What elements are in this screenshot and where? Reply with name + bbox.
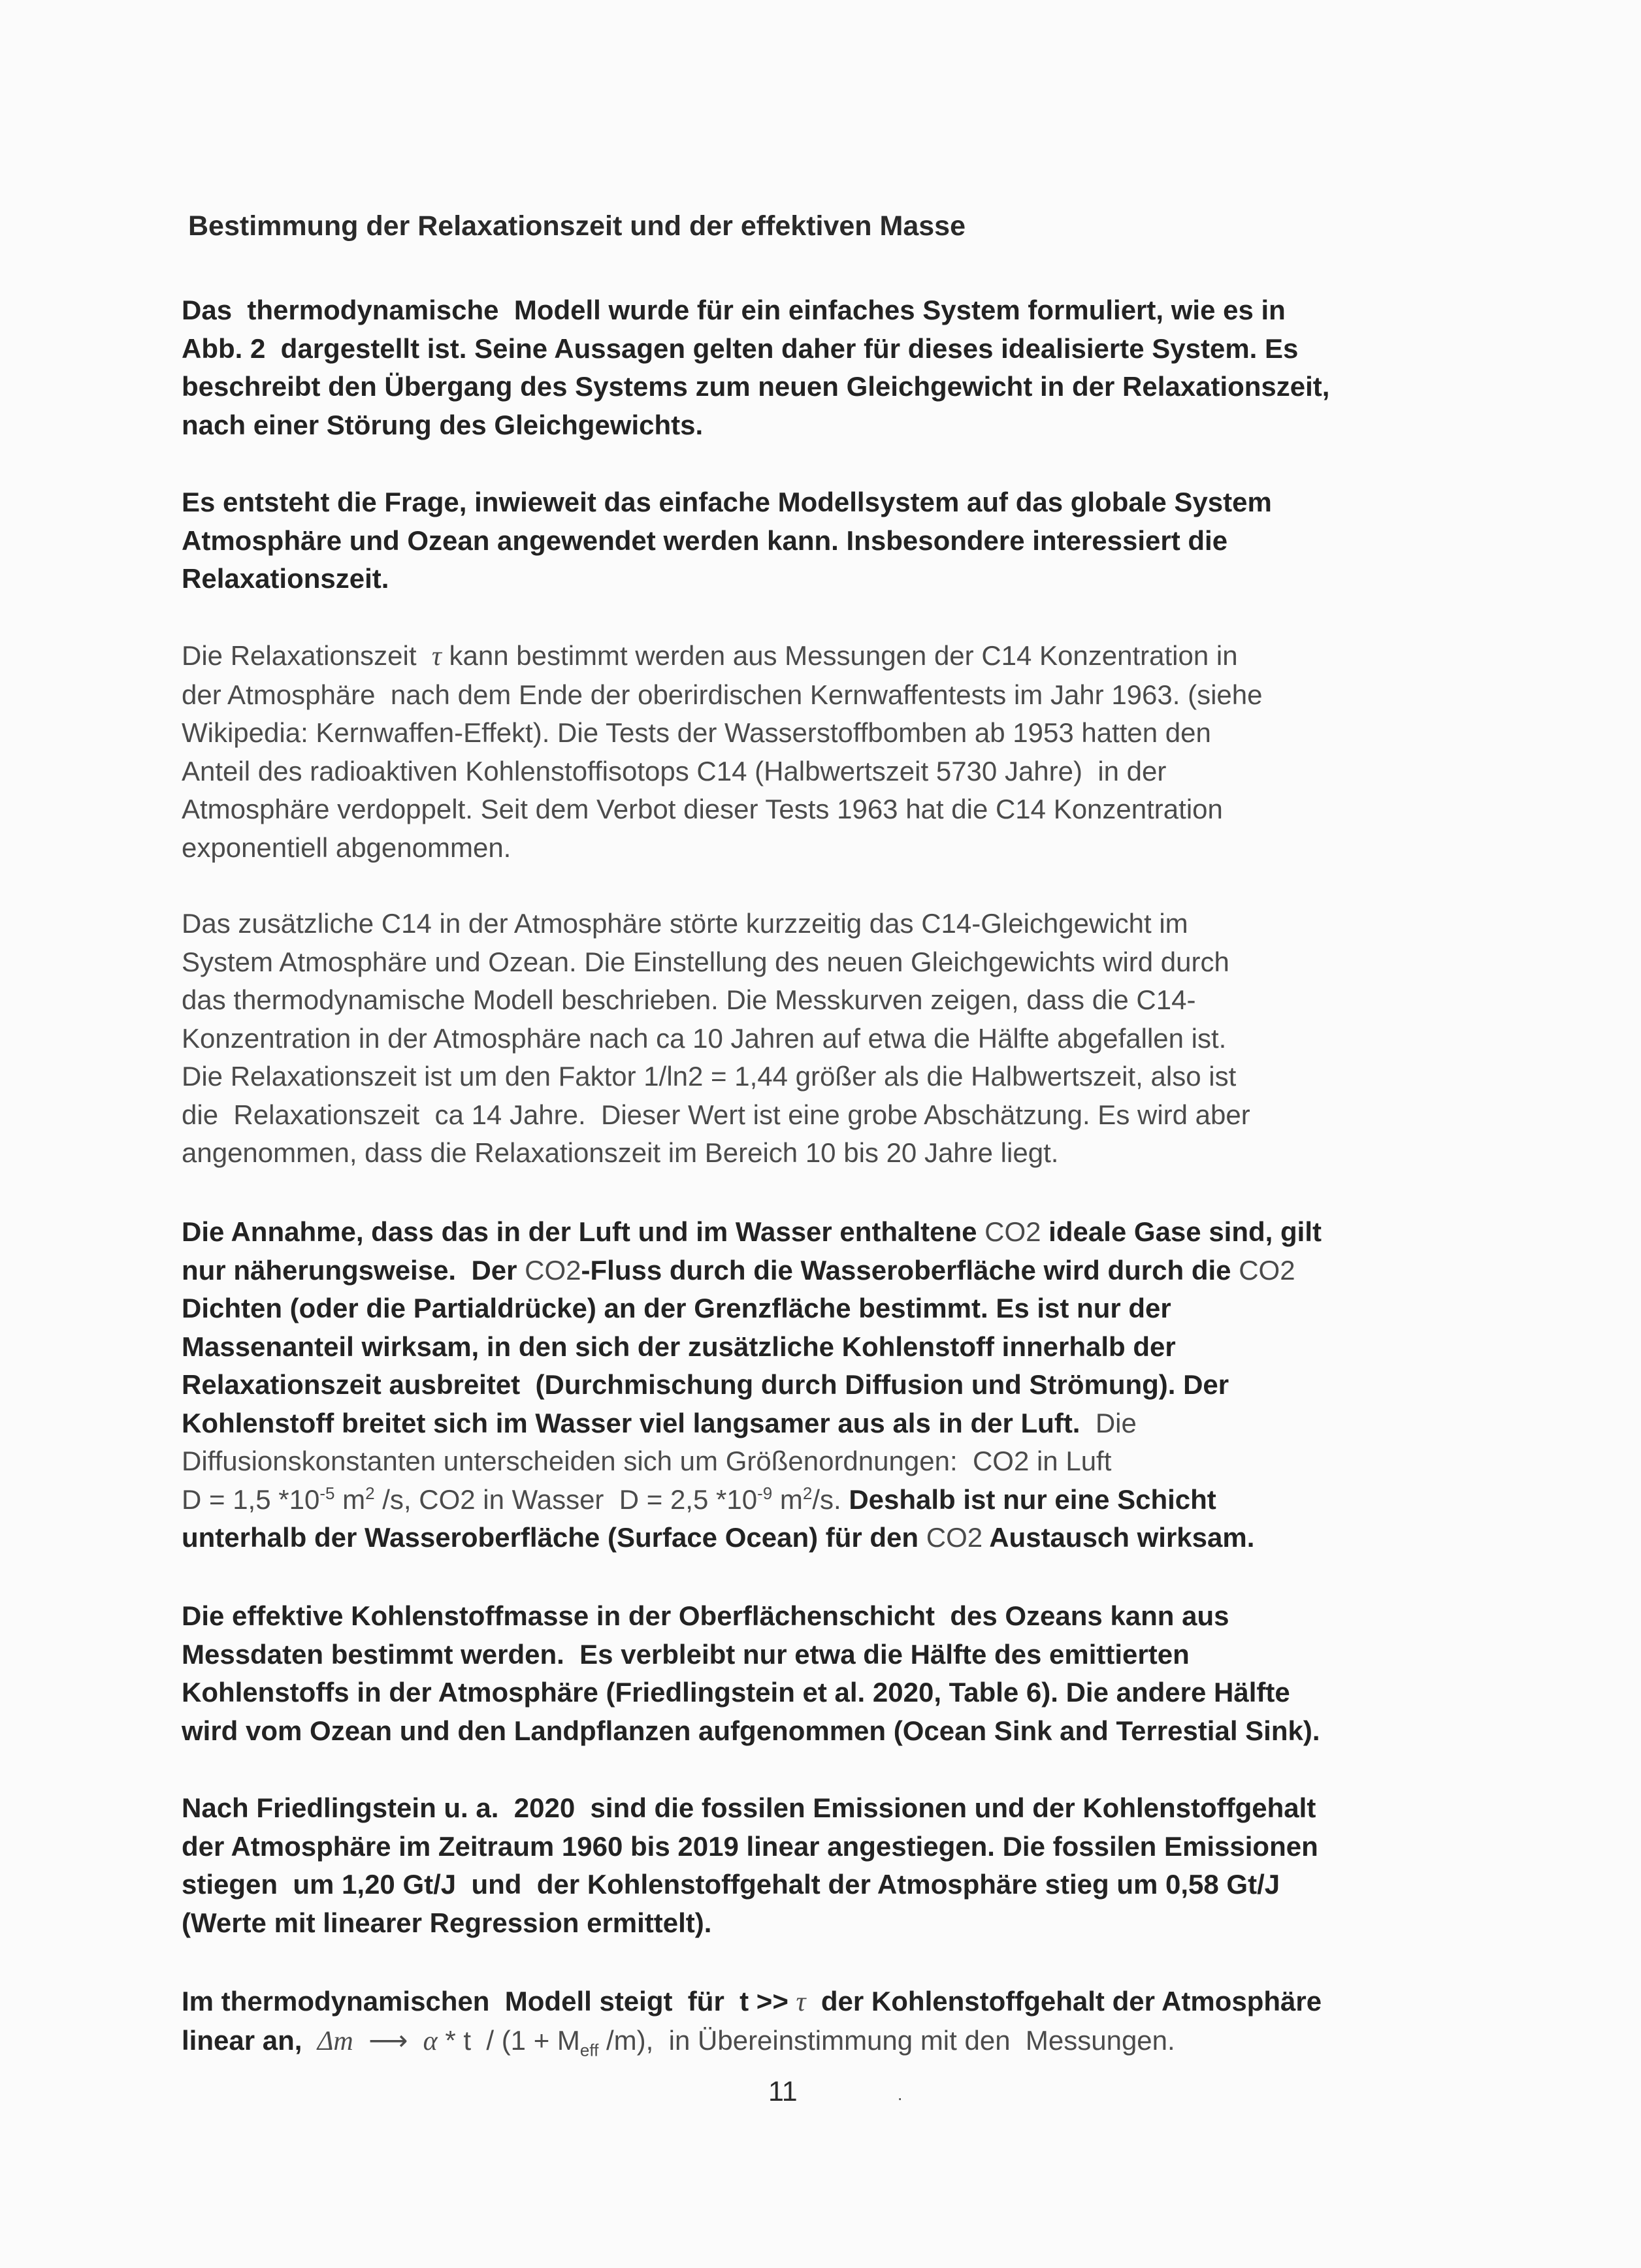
scan-speck: ·: [897, 2088, 903, 2108]
text-line: [182, 1252, 1322, 1290]
co2-term: CO2: [1239, 1254, 1295, 1286]
formula-run: /m), in Übereinstimmung mit den Messungen.: [598, 2024, 1175, 2056]
text-line: Massenanteil wirksam, in den sich der zusätzliche Kohlenstoff innerhalb der: [182, 1331, 1176, 1362]
exponent: 2: [365, 1483, 375, 1503]
text-line: die Relaxationszeit ca 14 Jahre. Dieser Wert ist eine grobe Abschätzung. Es wird aber: [182, 1099, 1250, 1130]
paragraph-question: [182, 483, 1272, 598]
text-line: [182, 1213, 1322, 1252]
text-line: der Atmosphäre nach dem Ende der oberirdischen Kernwaffentests im Jahr 1963. (siehe: [182, 679, 1263, 710]
text-run: linear an,: [182, 2024, 317, 2056]
text-line: Messdaten bestimmt werden. Es verbleibt nur etwa die Hälfte des emittierten: [182, 1638, 1190, 1670]
text-line: Relaxationszeit ausbreitet (Durchmischung durch Diffusion und Strömung). Der: [182, 1369, 1229, 1400]
text-line: nach einer Störung des Gleichgewichts.: [182, 409, 704, 440]
text-line: Atmosphäre und Ozean angewendet werden kann. Insbesondere interessiert die: [182, 525, 1228, 556]
text-line: beschreibt den Übergang des Systems zum neuen Gleichgewicht in der Relaxationszeit,: [182, 371, 1330, 402]
text-line: Kohlenstoffs in der Atmosphäre (Friedlingstein et al. 2020, Table 6). Die andere Hälfte: [182, 1677, 1290, 1708]
text-run: m: [334, 1483, 366, 1515]
paragraph-effective-mass: [182, 1597, 1320, 1750]
exponent: -9: [757, 1483, 773, 1503]
text-line: (Werte mit linearer Regression ermittelt).: [182, 1907, 712, 1938]
text-line: der Atmosphäre im Zeitraum 1960 bis 2019 linear angestiegen. Die fossilen Emissionen: [182, 1830, 1318, 1862]
delta-m-symbol: Δm: [317, 2026, 353, 2056]
text-line: Atmosphäre verdoppelt. Seit dem Verbot dieser Tests 1963 hat die C14 Konzentration: [182, 794, 1223, 824]
text-line: Es entsteht die Frage, inwieweit das einfache Modellsystem auf das globale System: [182, 487, 1272, 517]
page-number: 11: [768, 2076, 798, 2107]
text-run: Kohlenstoff breitet sich im Wasser viel langsamer aus als in der Luft.: [182, 1407, 1080, 1438]
paragraph-c14-equilibrium: [182, 905, 1250, 1173]
text-line: Abb. 2 dargestellt ist. Seine Aussagen gelten daher für dieses idealisierte System. Es: [182, 332, 1299, 364]
text-line: Das zusätzliche C14 in der Atmosphäre störte kurzzeitig das C14-Gleichgewicht im: [182, 908, 1188, 939]
alpha-symbol: α: [423, 2026, 438, 2056]
text-line: wird vom Ozean und den Landpflanzen aufgenommen (Ocean Sink and Terrestial Sink).: [182, 1715, 1320, 1746]
text-run: D = 1,5 *10: [182, 1483, 320, 1515]
text-line: Relaxationszeit.: [182, 563, 389, 594]
text-run: Deshalb ist nur eine Schicht: [849, 1483, 1216, 1515]
text-line: [182, 1481, 1322, 1519]
text-line: exponentiell abgenommen.: [182, 832, 512, 863]
tau-symbol: τ: [431, 641, 442, 672]
exponent: 2: [802, 1483, 813, 1503]
text-line: Dichten (oder die Partialdrücke) an der Grenzfläche bestimmt. Es ist nur der: [182, 1293, 1171, 1323]
paragraph-model-result: [182, 1983, 1322, 2060]
paragraph-c14-measurement: [182, 637, 1263, 867]
arrow-icon: ⟶: [353, 2024, 423, 2056]
text-line: [182, 1983, 1322, 2022]
tau-symbol: τ: [796, 1987, 806, 2017]
text-line: System Atmosphäre und Ozean. Die Einstellung des neuen Gleichgewichts wird durch: [182, 946, 1229, 977]
formula-run: * t / (1 + M: [437, 2024, 580, 2056]
co2-term: CO2: [984, 1216, 1041, 1247]
text-run: Im thermodynamischen Modell steigt für t >>: [182, 1986, 796, 2017]
text-line: Diffusionskonstanten unterscheiden sich um Größenordnungen: CO2 in Luft: [182, 1446, 1112, 1476]
text-run: der Kohlenstoffgehalt der Atmosphäre: [805, 1986, 1322, 2017]
co2-term: CO2: [926, 1522, 983, 1553]
text-run: kann bestimmt werden aus Messungen der C14 Konzentration in: [441, 640, 1238, 671]
text-run: unterhalb der Wasseroberfläche (Surface Ocean) für den: [182, 1522, 926, 1553]
exponent: -5: [319, 1483, 335, 1503]
text-run: -Fluss durch die Wasseroberfläche wird durch die: [581, 1254, 1239, 1286]
text-line: Konzentration in der Atmosphäre nach ca 10 Jahren auf etwa die Hälfte abgefallen ist.: [182, 1022, 1227, 1054]
paragraph-ideal-gas: [182, 1213, 1322, 1557]
text-line: Nach Friedlingstein u. a. 2020 sind die fossilen Emissionen und der Kohlenstoffgehalt: [182, 1792, 1316, 1823]
text-line: angenommen, dass die Relaxationszeit im Bereich 10 bis 20 Jahre liegt.: [182, 1137, 1059, 1168]
text-run: Die: [1080, 1407, 1137, 1438]
text-run: /s.: [812, 1483, 849, 1515]
text-run: Austausch wirksam.: [983, 1522, 1255, 1553]
paragraph-model-description: [182, 291, 1329, 444]
text-line: das thermodynamische Modell beschrieben. Die Messkurven zeigen, dass die C14-: [182, 984, 1196, 1015]
text-line: Das thermodynamische Modell wurde für ein einfaches System formuliert, wie es in: [182, 295, 1286, 325]
text-line: [182, 1519, 1322, 1557]
text-run: /s, CO2 in Wasser D = 2,5 *10: [374, 1483, 758, 1515]
formula-line: [182, 2022, 1322, 2061]
text-line: Die effektive Kohlenstoffmasse in der Oberflächenschicht des Ozeans kann aus: [182, 1600, 1229, 1631]
section-title: Bestimmung der Relaxationszeit und der effektiven Masse: [188, 210, 966, 242]
text-run: Die Relaxationszeit: [182, 640, 432, 671]
text-line: Wikipedia: Kernwaffen-Effekt). Die Tests der Wasserstoffbomben ab 1953 hatten den: [182, 717, 1211, 748]
text-line: stiegen um 1,20 Gt/J und der Kohlenstoffgehalt der Atmosphäre stieg um 0,58 Gt/J: [182, 1869, 1280, 1900]
text-line: Die Relaxationszeit ist um den Faktor 1/ln2 = 1,44 größer als die Halbwertszeit, also ist: [182, 1061, 1237, 1092]
text-run: nur näherungsweise. Der: [182, 1254, 525, 1286]
text-run: m: [772, 1483, 803, 1515]
text-line: [182, 637, 1263, 676]
subscript: eff: [579, 2039, 599, 2060]
co2-term: CO2: [525, 1254, 581, 1286]
text-line: Anteil des radioaktiven Kohlenstoffisotops C14 (Halbwertszeit 5730 Jahre) in der: [182, 755, 1167, 786]
paragraph-emissions: [182, 1789, 1318, 1942]
text-run: Die Annahme, dass das in der Luft und im Wasser enthaltene: [182, 1216, 985, 1247]
text-run: ideale Gase sind, gilt: [1041, 1216, 1322, 1247]
text-line: [182, 1404, 1322, 1443]
